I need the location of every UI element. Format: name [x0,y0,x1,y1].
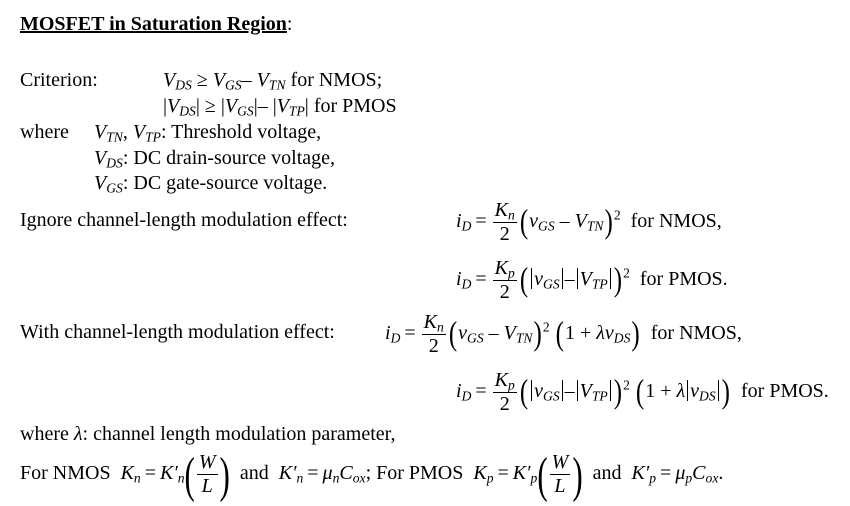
vgs-def-text: : DC gate-source voltage. [122,172,328,194]
with-clm-pmos-eq: $i_D$ = $\frac{K_p}{2}$ ( $v_{GS} - V_{TP}$ )$^2$ (1 + λ $v_{DS}$ ) for PMOS. [456,369,829,415]
where-label: where [20,121,69,143]
ignore-clm-label: Ignore channel-length modulation effect: [20,209,348,231]
end-period: . [718,462,724,485]
vgs-def: $V_{GS}$: DC gate-source voltage. [94,172,328,196]
ignore-clm-nmos-text: for NMOS, [630,210,722,233]
ignore-clm-pmos-eq: $i_D$ = $\frac{K_p}{2}$ ( $v_{GS} - V_{TP}$ )$^2$ for PMOS. [456,257,728,303]
criterion-pmos: $|V_{DS}| \ge |V_{GS}|-$ $|V_{TP}|$ for PMOS [163,95,397,119]
with-clm-nmos-text: for NMOS, [650,322,742,345]
title-text: MOSFET in Saturation Region [20,13,287,35]
with-clm-nmos-eq: $i_D$ = $\frac{K_n}{2}$ $(v_{GS} - V_{TN})^2$ $(1 + \lambda v_{DS})$ for NMOS, [385,311,742,357]
for-pmos-text: ; For PMOS [365,462,464,485]
and-text-1: and [239,462,269,485]
lambda-def-text: : channel length modulation parameter, [82,423,396,445]
title-colon: : [286,13,293,35]
vds-def: $V_{DS}$: DC drain-source voltage, [94,147,336,171]
with-clm-label: With channel-length modulation effect: [20,321,335,343]
vds-def-text: : DC drain-source voltage, [122,147,336,169]
threshold-def: $V_{TN}$, $V_{TP}$: Threshold voltage, [94,121,322,145]
criterion-nmos-text: for NMOS; [290,69,383,91]
with-clm-pmos-text: for PMOS. [741,380,829,403]
lambda-def-prefix: where [20,423,69,445]
ignore-clm-pmos-text: for PMOS. [639,268,728,291]
criterion-nmos: $V_{DS} \ge V_{GS}-$ $V_{TN}$ for NMOS; [163,69,383,93]
criterion-pmos-text: for PMOS [313,95,397,117]
page-title [20,14,292,34]
for-nmos-text: For NMOS [20,462,111,485]
ignore-clm-nmos-eq: $i_D$ = $\frac{K_n}{2}$ $(v_{GS} - V_{TN})^2$ for NMOS, [456,199,722,245]
threshold-def-text: : Threshold voltage, [160,121,322,143]
lambda-def: where λ: channel length modulation parameter, [20,423,396,445]
and-text-2: and [592,462,622,485]
k-definitions: For NMOS $K_n = K'_n$( $\frac{W}{L}$ ) and $K'_n = \mu_nC_{ox}$; For PMOS $K_p = K'_p$( $\frac{W}{L}$ ) and $K'_p = \mu_pC_{ox}$. [20,446,724,503]
criterion-label: Criterion: [20,69,98,91]
